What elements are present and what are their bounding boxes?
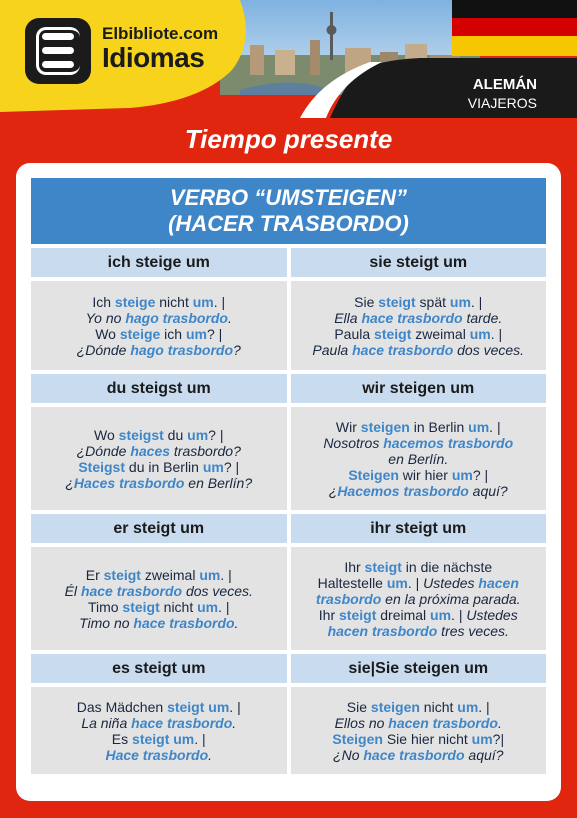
example-line [301,419,537,435]
sentence-text: aquí? [464,746,504,763]
verb-highlight: steigt [374,325,412,342]
header-row [31,654,546,683]
sentence-text: ¿Dónde [76,442,131,459]
example-line [301,342,537,358]
sentence-text: dos veces. [453,341,525,358]
conjugation-form: wir steigen um [291,374,547,403]
example-line [301,559,537,575]
sentence-text: wir hier [398,466,452,483]
verb-highlight: um [192,293,214,310]
example-line [41,294,277,310]
sentence-text: du in Berlin [125,458,203,475]
example-sentences [31,687,287,774]
verb-highlight: hago trasbordo [125,309,228,326]
sentence-text: . | [220,566,232,583]
conjugation-form: ihr steigt um [291,514,547,543]
verb-highlight: steigt [103,566,141,583]
sentence-text: ¿ [65,474,74,491]
sentence-text: Ich [92,293,115,310]
verb-highlight: hace trasbordo [361,309,463,326]
verb-highlight: steigt [378,293,416,310]
verb-highlight: hacen trasbordo [388,714,498,731]
sentence-text: aquí? [468,482,508,499]
sentence-text: en la próxima parada. [381,590,521,607]
example-row [31,407,546,510]
verb-highlight: um [457,698,479,715]
sentence-text: Nosotros [323,434,384,451]
sentence-text: Él [64,582,81,599]
sentence-text: Ihr [318,606,340,623]
verb-highlight: steigt um [167,698,230,715]
example-line [301,607,537,623]
example-line [301,483,537,499]
sentence-text: . | [490,325,503,342]
example-line [301,747,537,763]
verb-highlight: steigt um [132,730,195,747]
sentence-text: . | [451,606,467,623]
header-row [31,374,546,403]
sentence-text: en Berlín? [184,474,253,491]
sentence-text: dos veces. [182,582,253,599]
sentence-text: La niña [81,714,132,731]
sentence-text: ¿No [333,746,364,763]
sentence-text: . | [213,293,226,310]
logo-icon [25,18,91,84]
example-line [301,294,537,310]
sentence-text: . | [478,698,490,715]
example-line [301,451,537,467]
sentence-text: Ihr [344,558,365,575]
example-line [301,715,537,731]
example-sentences [31,407,287,510]
brand-domain: Elbibliote.com [102,24,219,43]
verb-highlight: steigen [360,418,410,435]
example-line [41,599,277,615]
example-line [301,591,537,607]
verb-highlight: um [468,418,490,435]
example-line [41,459,277,475]
verb-highlight: steigen [370,698,420,715]
example-line [41,326,277,342]
sentence-text: in Berlin [409,418,469,435]
sentence-text: . | [489,418,501,435]
verb-highlight: steigt [339,606,377,623]
example-line [301,699,537,715]
sentence-text: . [498,714,502,731]
verb-highlight: steige [119,325,161,342]
sentence-text: spät [415,293,450,310]
verb-highlight: um [471,730,493,747]
sentence-text: zweimal [140,566,200,583]
brand-name: Idiomas [102,42,205,73]
verb-highlight: um [197,598,219,615]
example-line [41,427,277,443]
example-sentences [291,687,547,774]
verb-highlight: steige [114,293,156,310]
sentence-text: ? | [472,466,489,483]
example-sentences [291,547,547,650]
sentence-text: Er [85,566,104,583]
example-row [31,281,546,370]
page-title: Tiempo presente [184,124,393,154]
sentence-text: Ellos no [334,714,389,731]
example-line [301,326,537,342]
verb-highlight: hacen [478,574,519,591]
example-line [41,583,277,599]
verb-highlight: Hace trasbordo [105,746,209,763]
conjugation-rows [31,248,546,774]
example-sentences [31,547,287,650]
sentence-text: . | [407,574,424,591]
example-line [301,435,537,451]
sentence-text: Ustedes [466,606,518,623]
sentence-text: zweimal [411,325,470,342]
verb-highlight: hace trasbordo [131,714,233,731]
verb-highlight: um [449,293,471,310]
sentence-text: Das Mädchen [76,698,168,715]
example-sentences [31,281,287,370]
sentence-text: . [208,746,213,763]
sentence-text: dreimal [376,606,431,623]
verb-highlight: Steigen [332,730,383,747]
conjugation-form: es steigt um [31,654,287,683]
example-line [41,475,277,491]
verb-highlight: um [451,466,473,483]
conjugation-form: er steigt um [31,514,287,543]
sentence-text: Wo [95,325,120,342]
sentence-text: nicht [155,293,193,310]
sentence-text: ¿ [328,482,338,499]
verb-highlight: Steigen [348,466,399,483]
verb-highlight: hace trasbordo [133,614,235,631]
example-sentences [291,281,547,370]
verb-highlight: hago trasbordo [130,341,234,358]
verb-highlight: Hacemos trasbordo [337,482,469,499]
sentence-text: ?| [492,730,505,747]
sentence-text: . [232,714,237,731]
verb-highlight: steigst [118,426,164,443]
example-line [41,747,277,763]
example-line [41,715,277,731]
sentence-text: ? | [206,325,223,342]
example-row [31,547,546,650]
conjugation-card [16,163,561,801]
conjugation-form: sie|Sie steigen um [291,654,547,683]
sentence-text: Ella [334,309,362,326]
sentence-text: du [163,426,188,443]
sentence-text: Paula [312,341,353,358]
verb-highlight: hace trasbordo [363,746,465,763]
sentence-text: en Berlín. [388,450,449,467]
example-line [301,575,537,591]
sentence-text: Sie [346,698,371,715]
sentence-text: . [227,309,232,326]
header [0,0,577,118]
verb-highlight: hace trasbordo [352,341,454,358]
sentence-text: Ustedes [423,574,479,591]
verb-highlight: hacen trasbordo [327,622,438,639]
sentence-text: Sie [354,293,379,310]
sentence-text: tres veces. [437,622,509,639]
sentence-text: Timo [87,598,123,615]
sentence-text: Wo [94,426,119,443]
verb-highlight: um [430,606,452,623]
sentence-text: nicht [419,698,458,715]
verb-highlight: trasbordo [315,590,382,607]
language-tag: ALEMÁN [472,76,537,93]
example-line [41,615,277,631]
sentence-text: in die nächste [401,558,493,575]
verb-highlight: hace trasbordo [80,582,183,599]
sentence-text: Wir [335,418,361,435]
sentence-text: . [234,614,239,631]
example-line [41,342,277,358]
sentence-text: ? | [223,458,240,475]
verb-highlight: hacemos trasbordo [383,434,514,451]
example-line [41,731,277,747]
sentence-text: . | [470,293,483,310]
sentence-text: Es [111,730,133,747]
example-line [301,467,537,483]
sentence-text: . | [218,598,230,615]
sentence-text: . | [194,730,206,747]
verb-highlight: steigt [122,598,160,615]
example-line [41,567,277,583]
sentence-text: Timo no [79,614,134,631]
verb-highlight: Haces trasbordo [73,474,185,491]
verb-title: VERBO “UMSTEIGEN” [169,185,408,210]
verb-header [31,178,546,244]
sentence-text: Haltestelle [317,574,387,591]
conjugation-table [31,178,546,774]
sentence-text: Paula [334,325,375,342]
verb-highlight: um [187,426,209,443]
sentence-text: ? [233,341,241,358]
header-row [31,248,546,277]
sentence-text: tarde. [462,309,503,326]
sentence-text: . | [229,698,241,715]
verb-highlight: haces [130,442,171,459]
sentence-text: trasbordo? [170,442,241,459]
verb-highlight: steigt [364,558,402,575]
verb-highlight: Steigst [78,458,126,475]
conjugation-form: ich steige um [31,248,287,277]
example-line [41,699,277,715]
sentence-text: ich [160,325,186,342]
sentence-text: nicht [159,598,198,615]
verb-highlight: um [469,325,491,342]
verb-highlight: um [185,325,207,342]
header-row [31,514,546,543]
conjugation-form: sie steigt um [291,248,547,277]
sentence-text: Yo no [85,309,126,326]
sentence-text: ? | [208,426,224,443]
example-line [301,310,537,326]
example-line [41,310,277,326]
example-line [301,623,537,639]
category-tag: VIAJEROS [467,95,537,111]
sentence-text: Sie hier nicht [382,730,472,747]
example-row [31,687,546,774]
verb-highlight: um [199,566,221,583]
example-sentences [291,407,547,510]
example-line [41,443,277,459]
conjugation-form: du steigst um [31,374,287,403]
verb-translation: (HACER TRASBORDO) [168,211,409,236]
verb-highlight: um [386,574,408,591]
sentence-text: ¿Dónde [76,341,131,358]
verb-highlight: um [202,458,224,475]
example-line [301,731,537,747]
